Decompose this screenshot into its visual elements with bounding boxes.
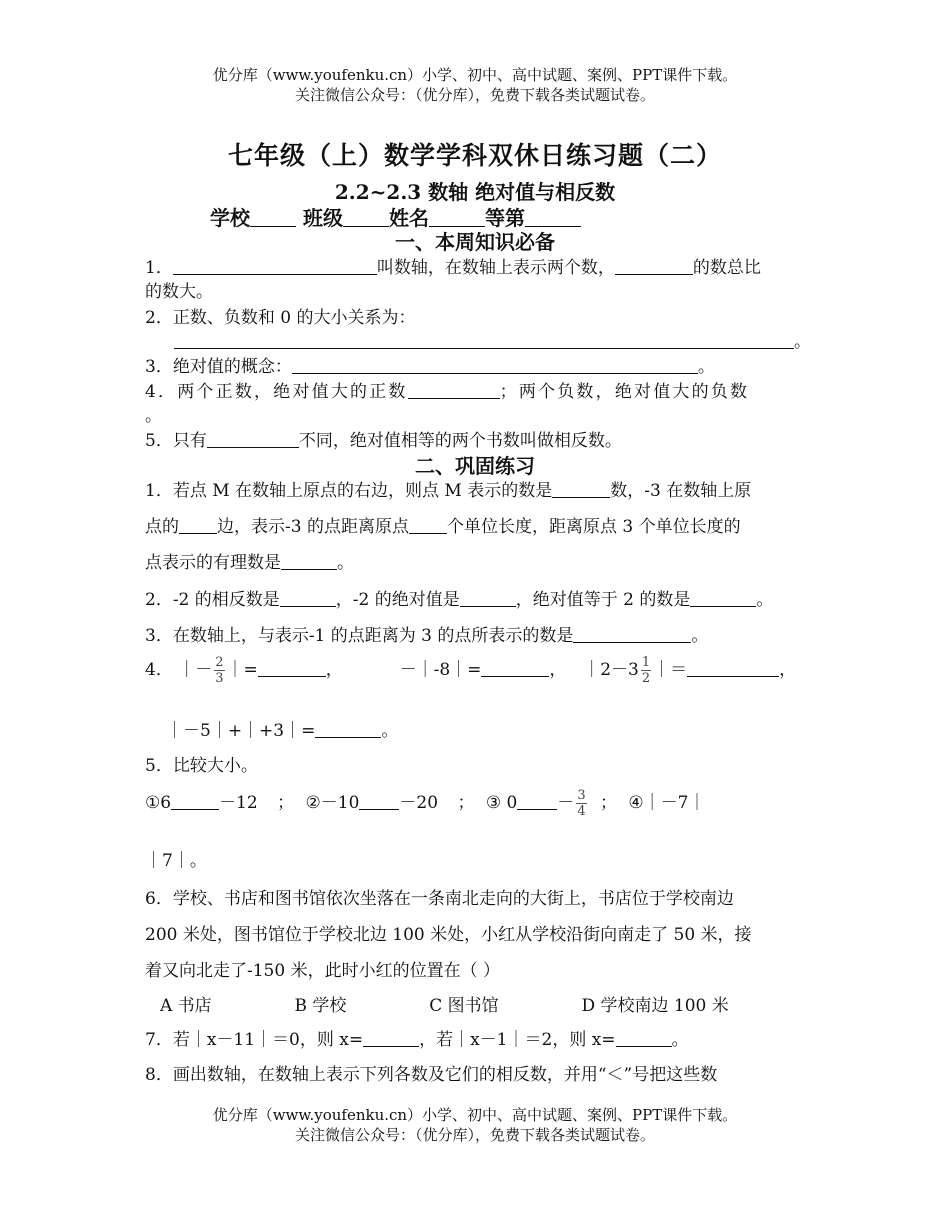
- s2-q5-c3-right: －: [557, 793, 575, 813]
- s2-q7-text-c: 。: [671, 1030, 689, 1050]
- s2-q4-end: 。: [381, 721, 399, 741]
- s1-q4-text-b: ；两个负数，绝对值大的负数: [499, 382, 750, 402]
- s2-q5-line2: ｜7｜。: [145, 851, 207, 871]
- s2-q4-expr1-end: ｜=: [226, 660, 258, 680]
- s2-q4-expr1-start: ｜－: [178, 660, 213, 680]
- s2-q5-c1-left: ①6: [145, 793, 172, 813]
- school-label: 学校: [210, 206, 250, 230]
- footer-line-1: 优分库（www.youfenku.cn）小学、初中、高中试题、案例、PPT课件下载。: [212, 1106, 738, 1124]
- s1-q3-line: [145, 352, 715, 377]
- s2-q7-text-a: 7．若｜x－11｜＝0，则 x=: [145, 1030, 364, 1050]
- s2-q4-expr3-end: ｜＝: [653, 660, 688, 680]
- s2-q2-line: [145, 585, 773, 610]
- s2-q4-blank3[interactable]: [687, 659, 779, 677]
- s1-q4-line1: [145, 377, 749, 402]
- s2-q4-blank4[interactable]: [315, 720, 381, 738]
- s1-q3-text: 3．绝对值的概念：: [145, 357, 292, 377]
- s2-q4-sep1: ，: [325, 660, 343, 680]
- s2-q4-sep3: ，: [779, 660, 797, 680]
- s1-q5-blank[interactable]: [207, 430, 299, 448]
- s2-q7-blank2[interactable]: [616, 1029, 672, 1047]
- s1-q1-number: 1．: [145, 258, 173, 278]
- grade-label: 等第: [484, 206, 525, 230]
- s2-q1-text-c: 点的: [145, 517, 179, 537]
- s2-q2-blank1[interactable]: [280, 589, 336, 607]
- fraction-2-3: [214, 655, 224, 686]
- name-blank[interactable]: [429, 209, 485, 227]
- fraction-denominator: 2: [641, 671, 651, 686]
- s2-q6-options: [160, 991, 729, 1016]
- s2-q1-text-b: 数，-3 在数轴上原: [610, 481, 752, 501]
- s2-q6-line2: 200 米处，图书馆位于学校北边 100 米处，小红从学校沿街向南走了 50 米，接: [145, 925, 752, 945]
- s2-q5-sep3: ；: [600, 793, 617, 813]
- s1-q5-line: [145, 426, 622, 451]
- s2-q5-c4-left: ④｜－7｜: [628, 793, 706, 813]
- option-c[interactable]: C 图书馆: [429, 996, 499, 1016]
- page-title: 七年级（上）数学学科双休日练习题（二）: [227, 141, 722, 170]
- s2-q4-blank2[interactable]: [481, 659, 549, 677]
- s2-q4-expr2: －｜-8｜=: [399, 660, 482, 680]
- s2-q8-line: 8．画出数轴，在数轴上表示下列各数及它们的相反数，并用“＜”号把这些数: [145, 1065, 718, 1085]
- s1-q2-blank[interactable]: [174, 331, 794, 349]
- s1-q1-line1: [145, 253, 761, 278]
- s2-q7-text-b: ，若｜x－1｜＝2，则 x=: [419, 1030, 616, 1050]
- s1-q1-line2: 的数大。: [145, 282, 213, 302]
- s2-q7-blank1[interactable]: [363, 1029, 419, 1047]
- s2-q2-text-d: 。: [756, 590, 774, 610]
- s2-q1-line1: [145, 476, 751, 501]
- s1-q5-text-b: 不同，绝对值相等的两个书数叫做相反数。: [298, 431, 622, 451]
- s2-q5-c3-left: ③ 0: [485, 793, 518, 813]
- s1-q2-line1: 2．正数、负数和 0 的大小关系为：: [145, 308, 416, 328]
- s2-q6-line3: 着又向北走了-150 米，此时小红的位置在（ ）: [145, 961, 500, 981]
- s2-q7-line: [145, 1025, 689, 1050]
- s1-q3-end: 。: [697, 357, 715, 377]
- s2-q2-text-a: 2．-2 的相反数是: [145, 590, 280, 610]
- page-footer: [0, 1105, 950, 1145]
- s2-q1-line2: [145, 512, 741, 537]
- s2-q5-c1-right: －12: [219, 793, 258, 813]
- s2-q1-text-g: 。: [337, 553, 354, 573]
- s2-q5-blank2[interactable]: [359, 792, 399, 810]
- section-1-heading: 一、本周知识必备: [395, 230, 555, 254]
- fraction-numerator: 2: [215, 655, 224, 670]
- s2-q6-line1: 6．学校、书店和图书馆依次坐落在一条南北走向的大街上，书店位于学校南边: [145, 889, 734, 909]
- s2-q5-line: 5．比较大小。: [145, 756, 258, 776]
- class-label: 班级: [302, 206, 343, 230]
- s2-q4-blank1[interactable]: [258, 659, 326, 677]
- s2-q4-expr3-start: ｜2－3: [583, 660, 639, 680]
- s2-q2-blank3[interactable]: [690, 589, 756, 607]
- s2-q1-blank4[interactable]: [281, 552, 337, 570]
- footer-line-2: 关注微信公众号：（优分库），免费下载各类试题试卷。: [294, 1126, 655, 1144]
- s2-q4-expr4: ｜－5｜+｜+3｜=: [166, 721, 316, 741]
- s2-q1-blank1[interactable]: [552, 480, 610, 498]
- s1-q1-blank1[interactable]: [173, 257, 377, 275]
- s2-q5-compare-line: [145, 788, 705, 819]
- s1-q2-end: 。: [794, 332, 811, 352]
- s2-q1-text-f: 点表示的有理数是: [145, 553, 281, 573]
- s2-q1-blank3[interactable]: [409, 516, 447, 534]
- s2-q3-text-a: 3．在数轴上，与表示-1 的点距离为 3 的点所表示的数是: [145, 626, 574, 646]
- header-line-1: 优分库（www.youfenku.cn）小学、初中、高中试题、案例、PPT课件下载。: [212, 66, 738, 84]
- fraction-denominator: 4: [577, 804, 586, 819]
- name-label: 姓名: [388, 206, 429, 230]
- fraction-numerator: 3: [577, 788, 586, 803]
- s2-q5-blank3[interactable]: [517, 792, 557, 810]
- header-line-2: 关注微信公众号：（优分库），免费下载各类试题试卷。: [294, 86, 655, 104]
- s1-q5-text-a: 5．只有: [145, 431, 207, 451]
- s2-q1-line3: [145, 548, 354, 573]
- page-header: [0, 65, 950, 105]
- class-blank[interactable]: [343, 209, 389, 227]
- s1-q1-blank2[interactable]: [615, 257, 693, 275]
- s1-q3-blank[interactable]: [292, 356, 698, 374]
- s2-q5-sep1: ；: [277, 793, 295, 813]
- s2-q5-blank1[interactable]: [171, 792, 219, 810]
- grade-blank[interactable]: [525, 209, 581, 227]
- s2-q1-text-a: 1．若点 M 在数轴上原点的右边，则点 M 表示的数是: [145, 481, 553, 501]
- s2-q5-c2-left: ②－10: [305, 793, 360, 813]
- fraction-numerator: 1: [641, 655, 651, 670]
- s2-q1-blank2[interactable]: [179, 516, 217, 534]
- s2-q1-text-d: 边，表示-3 的点距离原点: [217, 517, 409, 537]
- s2-q4-number: 4．: [145, 660, 173, 680]
- s1-q4-blank[interactable]: [408, 381, 500, 399]
- s2-q3-text-b: 。: [691, 626, 709, 646]
- page-subtitle: 2.2~2.3 数轴 绝对值与相反数: [334, 180, 616, 204]
- s2-q2-text-b: ，-2 的绝对值是: [335, 590, 460, 610]
- s2-q5-c2-right: －20: [399, 793, 439, 813]
- s2-q5-sep2: ；: [457, 793, 475, 813]
- s1-q1-text-b: 的数总比: [692, 258, 761, 278]
- fraction-denominator: 3: [215, 671, 224, 686]
- option-d[interactable]: D 学校南边 100 米: [581, 996, 729, 1016]
- option-a[interactable]: A 书店: [160, 996, 212, 1016]
- school-blank[interactable]: [250, 209, 296, 227]
- s2-q3-line: [145, 621, 708, 646]
- s2-q1-text-e: 个单位长度，距离原点 3 个单位长度的: [446, 517, 741, 537]
- s1-q4-line2: 。: [145, 406, 162, 426]
- s1-q4-text-a: 4．两个正数，绝对值大的正数: [145, 382, 408, 402]
- s2-q4-line2: [166, 716, 398, 741]
- s1-q2-line2: [174, 327, 811, 352]
- s2-q2-text-c: ，绝对值等于 2 的数是: [515, 590, 691, 610]
- s2-q2-blank2[interactable]: [460, 589, 516, 607]
- option-b[interactable]: B 学校: [294, 996, 347, 1016]
- s1-q1-text-a: 叫数轴，在数轴上表示两个数，: [376, 258, 615, 278]
- s2-q3-blank[interactable]: [573, 625, 691, 643]
- fraction-3-4: [576, 788, 586, 819]
- section-2-heading: 二、巩固练习: [415, 454, 535, 478]
- s2-q4-line1: [145, 655, 796, 686]
- fraction-1-2: [641, 655, 651, 686]
- s2-q4-sep2: ，: [549, 660, 567, 680]
